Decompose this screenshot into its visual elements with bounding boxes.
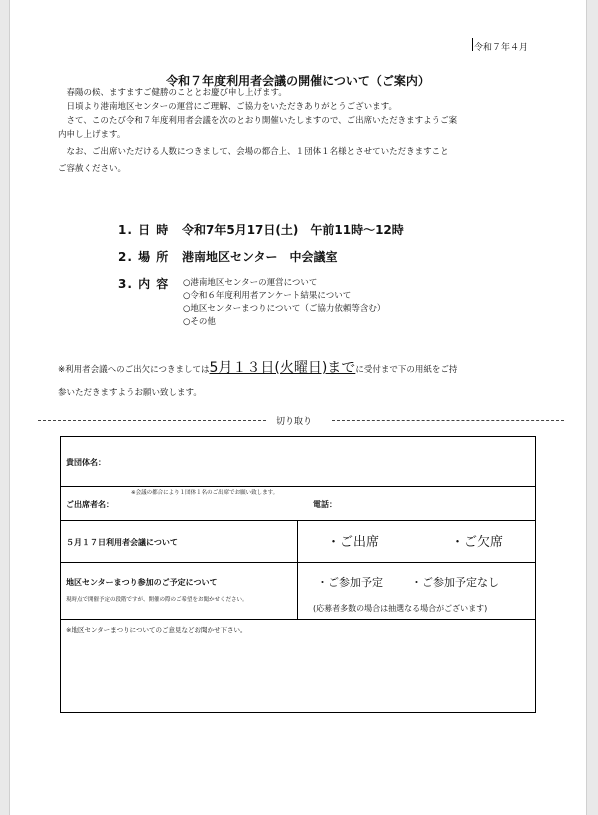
agenda-list <box>183 277 385 329</box>
festival-question-label: 地区センターまつり参加のご予定について <box>66 578 218 587</box>
agenda-item: ○港南地区センターの運営について <box>183 278 318 288</box>
document-page <box>9 0 587 815</box>
absent-option[interactable]: ・ご欠席 <box>451 535 504 550</box>
datetime-value: 令和7年5月17日(土) 午前11時～12時 <box>182 223 404 237</box>
content-label: 3. 内 容 <box>118 277 170 291</box>
issue-date: 令和７年４月 <box>474 43 529 53</box>
festival-no-option[interactable]: ・ご参加予定なし <box>411 576 499 589</box>
agenda-item: ○令和６年度利用者アンケート結果について <box>183 291 352 301</box>
form-divider <box>61 619 535 620</box>
attendee-name-label: ご出席者名： <box>66 500 114 509</box>
deadline-date: 5月１３日(火曜日)まで <box>209 360 356 376</box>
body-line: なお、ご出席いただける人数につきまして、会場の都合上、１団体１名様とさせていただきますこと <box>58 147 449 157</box>
form-divider <box>61 562 535 563</box>
festival-note: (応募者多数の場合は抽選なる場合がございます) <box>313 604 488 613</box>
group-name-label: 貴団体名： <box>66 458 106 467</box>
form-divider <box>61 520 535 521</box>
festival-yes-option[interactable]: ・ご参加予定 <box>317 576 383 589</box>
body-line: 内申し上げます。 <box>58 130 126 140</box>
place-value: 港南地区センター 中会議室 <box>182 250 338 264</box>
form-column-divider <box>297 520 298 619</box>
agenda-item: ○その他 <box>183 317 216 327</box>
document-title: 令和７年度利用者会議の開催について（ご案内） <box>166 74 430 88</box>
body-line: 日頃より港南地区センターの運営にご理解、ご協力をいただきありがとうございます。 <box>58 102 397 112</box>
note-line2: 参いただきますようお願い致します。 <box>58 388 202 398</box>
reply-form <box>60 436 536 713</box>
datetime-label: 1. 日 時 <box>118 223 170 237</box>
body-line: さて、このたび令和７年度利用者会議を次のとおり開催いたしますので、ご出席いただきますようご案 <box>58 116 458 126</box>
meeting-question-label: ５月１７日利用者会議について <box>66 538 178 547</box>
note-suffix: に受付まで下の用紙をご持 <box>355 365 458 375</box>
agenda-item: ○地区センターまつりについて（ご協力依頼等含む） <box>183 304 386 314</box>
phone-label: 電話： <box>313 500 337 509</box>
attendee-note: ※会議の都合により１団体１名のご出席でお願い致します。 <box>131 490 279 496</box>
attend-option[interactable]: ・ご出席 <box>327 535 380 550</box>
body-line: 春陽の候、ますますご健勝のこととお慶び申し上げます。 <box>58 88 287 98</box>
form-divider <box>61 486 535 487</box>
comments-label: ※地区センターまつりについてのご意見などお聞かせ下さい。 <box>66 626 247 634</box>
cut-label: 切り取り <box>272 414 316 427</box>
body-text <box>58 86 457 176</box>
note-prefix: ※利用者会議へのご出欠につきましては <box>58 365 210 375</box>
place-label: 2. 場 所 <box>118 250 170 264</box>
cut-line-right <box>332 420 564 421</box>
deadline-note <box>58 357 457 377</box>
comments-area[interactable] <box>62 635 532 709</box>
festival-subnote: 現時点で開催予定の段階ですが、開催の際のご希望をお聞かせください。 <box>66 597 248 603</box>
cut-line-left <box>38 420 266 421</box>
body-line: ご容赦ください。 <box>58 164 127 174</box>
text-cursor <box>472 38 473 51</box>
